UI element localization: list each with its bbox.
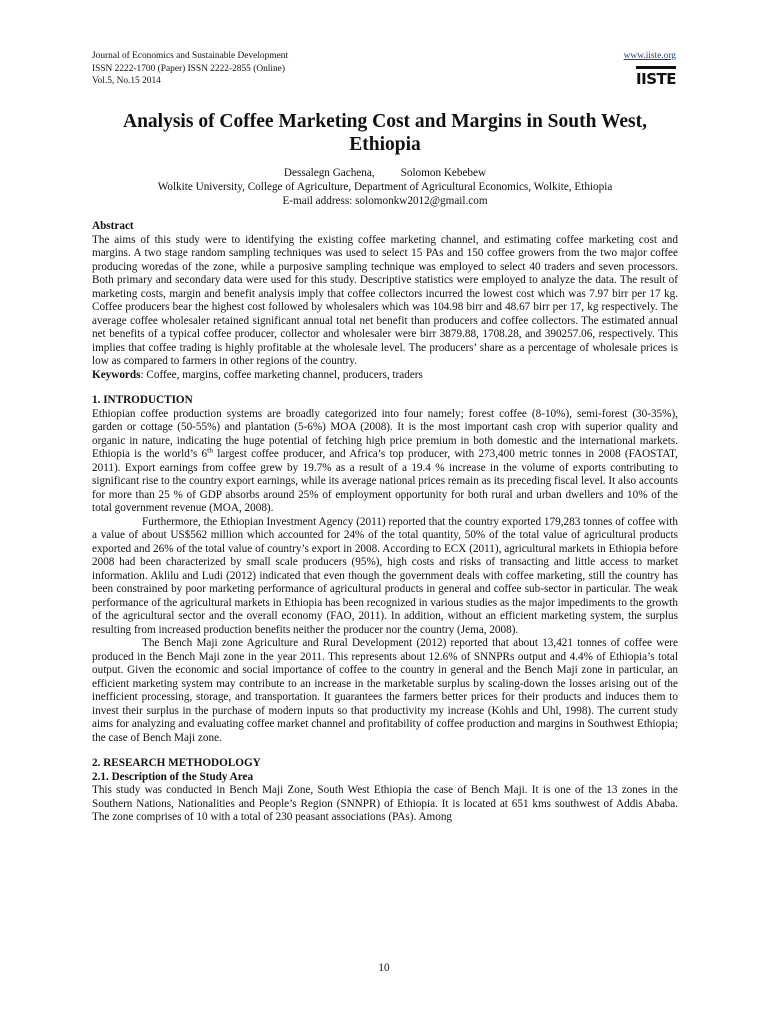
author-block — [92, 166, 678, 208]
introduction-heading: 1. INTRODUCTION — [92, 394, 193, 407]
iiste-logo: IISTE — [636, 66, 676, 89]
email-address: E-mail address: solomonkw2012@gmail.com — [282, 195, 488, 207]
abstract-heading: Abstract — [92, 220, 134, 232]
methodology-heading: 2. RESEARCH METHODOLOGY — [92, 757, 261, 770]
methodology-paragraph-1: This study was conducted in Bench Maji Zone, South West Ethiopia the case of Bench Maji. It is one of the 13 zones in the Southern Nations, Nationalities and People’s Region (SNNPR) of Ethiopia. It is located at 651 kms southwest of Addis Ababa. The zone comprises of 10 with a total of 230 peasant associations (PAs). Among — [92, 784, 678, 824]
abstract-section — [92, 220, 678, 382]
introduction-section — [92, 394, 678, 745]
affiliation: Wolkite University, College of Agriculture, Department of Agricultural Economics, Wolkite, Ethiopia — [157, 181, 613, 193]
intro-p1-part-b: largest coffee producer, and Africa’s top producer, with 273,400 metric tonnes in 2008 (FAOSTAT, 2011). Export earnings from coffee grew by 19.7% as a result of a 19.4 % increase in the volume of exports contributing to significant rise to the country export earnings, while its average national prices remain as its preceding fiscal level. It also accounts for more than 25 % of GDP absorbs around 25% of employment opportunity for both rural and urban dwellers and 10% of the total government revenue (MOA, 2008). — [92, 448, 678, 515]
study-area-subheading: 2.1. Description of the Study Area — [92, 770, 254, 783]
intro-p1-part-a: Ethiopian coffee production systems are broadly categorized into four namely; forest coffee (8-10%), semi-forest (30-35%), garden or cottage (50-55%) and plantation (5-6%) MOA (2008). It is the most important cash crop with superior quality and organic in nature, indicating the huge potential of fetching high price premium in both domestic and the international markets. Ethiopia is the world’s 6 — [92, 407, 678, 461]
author-names — [92, 166, 678, 180]
methodology-section — [92, 757, 678, 825]
paper-page — [92, 50, 678, 825]
author-1: Dessalegn Gachena, — [283, 167, 375, 179]
intro-paragraph-2: Furthermore, the Ethiopian Investment Agency (2011) reported that the country exported 179,283 tonnes of coffee with a value of about US$562 million which accounted for 24% of the total quantity, 50% of the total value of agricultural products exported and 26% of the total value of country’s export in 2008. According to ECX (2011), agricultural markets in Ethiopia before 2008 had been characterized by small scale producers (95%), high costs and risks of transacting and little access to market information. Aklilu and Ludi (2012) indicated that even though the government deals with coffee marketing, still the country has been constrained by poor marketing performance of agricultural products in general and coffee sub-sector in particular. The weak performance of the agricultural markets in Ethiopia has been recognized in various studies as the major impediments to the growth of the agricultural sector and the overall economy (FAO, 2011). In addition, without an efficient marketing system, the surplus resulting from increased production benefits neither the producer nor the country (Jema, 2008). — [92, 515, 678, 636]
journal-issn: ISSN 2222-1700 (Paper) ISSN 2222-2855 (Online) — [92, 63, 285, 74]
website-link[interactable]: www.iiste.org — [623, 51, 676, 61]
journal-volume: Vol.5, No.15 2014 — [92, 76, 161, 87]
journal-info — [92, 50, 678, 88]
author-2: Solomon Kebebew — [400, 167, 487, 179]
intro-paragraph-1 — [92, 408, 678, 516]
intro-p1-superscript: th — [207, 445, 213, 455]
journal-name: Journal of Economics and Sustainable Development — [92, 51, 289, 61]
journal-header — [92, 50, 678, 92]
keywords-line — [92, 369, 678, 383]
intro-paragraph-3: The Bench Maji zone Agriculture and Rural Development (2012) reported that about 13,421 tonnes of coffee were produced in the Bench Maji zone in the year 2011. This represents about 12.6% of SNNPRs output and 4.4% of Ethiopia’s total output. Given the economic and social importance of coffee to the country in general and the Bench Maji zone in particular, an efficient marketing system may contribute to an increase in the marketable surplus by scaling-down the losses arising out of the inefficient processing, storage, and transportation. It guarantees the farmers better prices for their products and induces them to invest their surplus in the purchase of modern inputs so that productivity my increase (Kohls and Uhl, 1998). The current study aims for analyzing and evaluating coffee market channel and profitability of coffee production and margins in Southwest Ethiopia; the case of Bench Maji zone. — [92, 637, 678, 744]
keywords-label: Keywords — [92, 368, 141, 381]
paper-title: Analysis of Coffee Marketing Cost and Margins in South West, Ethiopia — [123, 111, 647, 155]
abstract-text: The aims of this study were to identifying the existing coffee marketing channel, and estimating coffee marketing cost and margins. A two stage random sampling techniques was used to select 15 PAs and 150 coffee growers from the two major coffee producing woredas of the zone, while a purposive sampling technique was employed to select 40 traders and seven processors. Both primary and secondary data were used for this study. Descriptive statistics were employed to analyze the data. The result of marketing costs, margin and benefit analysis imply that coffee collectors incurred the lowest cost which was 7.97 birr per 17 kg. Coffee producers bear the highest cost followed by wholesalers which was 104.98 birr and 48.67 birr per 17, kg respectively. The average coffee wholesaler retained significant annual total net benefit than producers and coffee collectors. The estimated annual net benefits of a typical coffee producer, collector and wholesaler were birr 3879.88, 1708.28, and 390257.06, respectively. This implies that coffee trading is highly profitable at the wholesale level. The producers’ share as a percentage of wholesale prices is low as compared to farmers in other regions of the country. — [92, 233, 678, 368]
keywords-text: : Coffee, margins, coffee marketing channel, producers, traders — [140, 368, 423, 381]
page-number: 10 — [378, 962, 390, 974]
